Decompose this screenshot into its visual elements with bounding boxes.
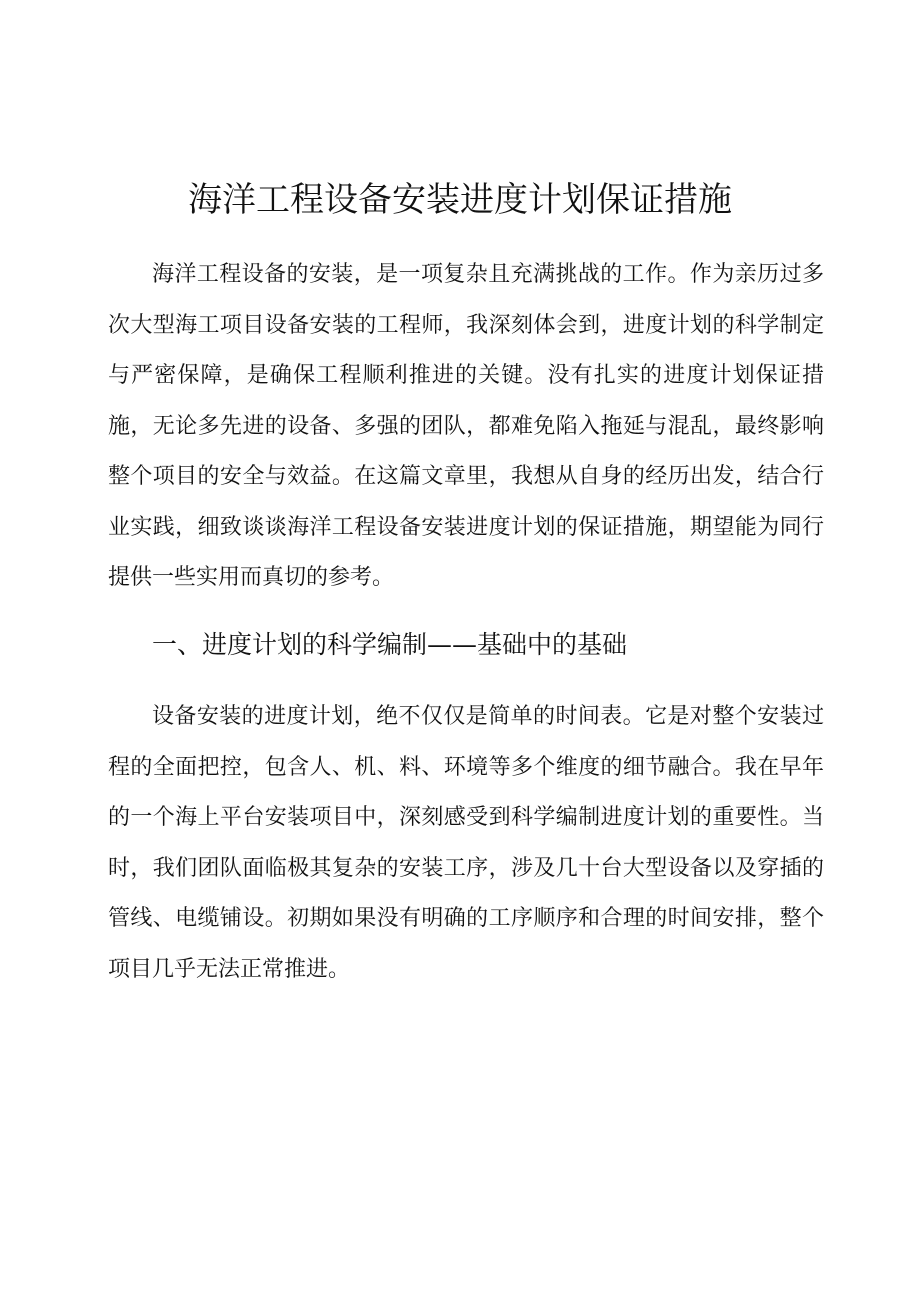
intro-paragraph: 海洋工程设备的安装，是一项复杂且充满挑战的工作。作为亲历过多次大型海工项目设备安装的工程师，我深刻体会到，进度计划的科学制定与严密保障，是确保工程顺利推进的关键。没有扎实的进度计划保证措施，无论多先进的设备、多强的团队，都难免陷入拖延与混乱，最终影响整个项目的安全与效益。在这篇文章里，我想从自身的经历出发，结合行业实践，细致谈谈海洋工程设备安装进度计划的保证措施，期望能为同行提供一些实用而真切的参考。: [108, 262, 824, 590]
section-heading: 一、进度计划的科学编制——基础中的基础: [152, 630, 628, 659]
section-paragraph: 设备安装的进度计划，绝不仅仅是简单的时间表。它是对整个安装过程的全面把控，包含人、机、料、环境等多个维度的细节融合。我在早年的一个海上平台安装项目中，深刻感受到科学编制进度计划的重要性。当时，我们团队面临极其复杂的安装工序，涉及几十台大型设备以及穿插的管线、电缆铺设。初期如果没有明确的工序顺序和合理的时间安排，整个项目几乎无法正常推进。: [108, 704, 824, 982]
document-title: 海洋工程设备安装进度计划保证措施: [188, 180, 732, 220]
